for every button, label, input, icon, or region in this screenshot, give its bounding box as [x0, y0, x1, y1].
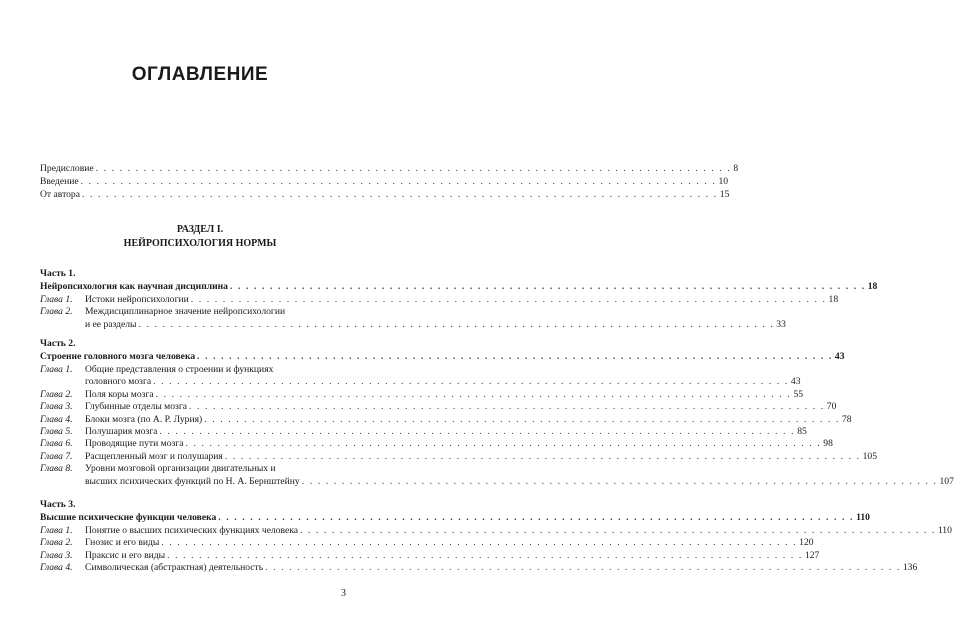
- chapter-entry: [40, 294, 839, 306]
- entry-page: 120: [799, 537, 814, 549]
- entry-title: [40, 525, 299, 537]
- chapter-entry: [40, 401, 837, 413]
- chapter-entry: [40, 562, 918, 574]
- chapter-entry-last-line: [40, 376, 801, 388]
- dot-leader: . . . . . . . . . . . . . . . . . . . . . . . . . . . . . . . . . . . . . . . . . . . . . . . . . . . . . . . . . . . . . . . . . . . . . . . . . . . . . . . .: [300, 525, 936, 536]
- dot-leader: . . . . . . . . . . . . . . . . . . . . . . . . . . . . . . . . . . . . . . . . . . . . . . . . . . . . . . . . . . . . . . . . . . . . . . . . . . . . . . . .: [190, 294, 827, 305]
- front-matter-entry: [40, 189, 730, 201]
- entry-title: [40, 176, 79, 188]
- entry-page: 110: [937, 525, 952, 536]
- part-title-entry: [40, 351, 845, 363]
- entry-page: 110: [856, 512, 870, 523]
- chapter-number: Глава 1.: [40, 525, 73, 536]
- dot-leader: . . . . . . . . . . . . . . . . . . . . . . . . . . . . . . . . . . . . . . . . . . . . . . . . . . . . . . . . . . . . . . . . . . . . . . . . . . . . . . . .: [82, 189, 718, 200]
- chapter-number: Глава 6.: [40, 438, 73, 450]
- entry-page: 10: [718, 176, 729, 187]
- chapter-entry: [40, 413, 852, 426]
- section-title-2: НЕЙРОПСИХОЛОГИЯ НОРМЫ: [123, 238, 277, 249]
- entry-page: 127: [804, 549, 820, 561]
- entry-text: От автора: [40, 189, 80, 200]
- chapter-entry-line: [40, 364, 391, 376]
- section-title-1: РАЗДЕЛ I.: [176, 224, 224, 235]
- dot-leader: . . . . . . . . . . . . . . . . . . . . . . . . . . . . . . . . . . . . . . . . . . . . . . . . . . . . . . . . . . . . . . . . . . . . . . . . . . . . . . . .: [224, 450, 861, 462]
- entry-title: [40, 189, 80, 201]
- entry-page: 105: [862, 450, 877, 462]
- page-number: 3: [341, 588, 346, 599]
- entry-title: [40, 401, 188, 413]
- entry-text: Блоки мозга (по А. Р. Лурия): [85, 413, 203, 425]
- entry-title: [40, 512, 216, 524]
- entry-title: [40, 351, 195, 363]
- entry-text: Расщепленный мозг и полушария: [85, 450, 223, 462]
- part-title-entry: [40, 512, 870, 524]
- entry-text: Общие представления о строении и функциях: [85, 364, 274, 375]
- entry-title: [85, 319, 137, 331]
- chapter-number: Глава 8.: [40, 463, 73, 475]
- entry-title: [40, 537, 160, 549]
- entry-page: 70: [826, 401, 837, 413]
- chapter-entry-line: [40, 463, 391, 475]
- entry-page: 55: [793, 388, 804, 400]
- entry-text: Символическая (абстрактная) деятельность: [85, 562, 264, 574]
- chapter-number: Глава 1.: [40, 364, 73, 375]
- entry-text: Проводящие пути мозга: [85, 438, 184, 450]
- chapter-number: Глава 4.: [40, 413, 73, 425]
- chapter-number: Глава 3.: [40, 549, 73, 561]
- entry-title: [40, 549, 166, 562]
- entry-title: [40, 450, 223, 463]
- chapter-entry: [40, 525, 952, 537]
- entry-page: 15: [719, 189, 730, 200]
- entry-title: [40, 281, 228, 293]
- dot-leader: . . . . . . . . . . . . . . . . . . . . . . . . . . . . . . . . . . . . . . . . . . . . . . . . . . . . . . . . . . . . . . . . . . . . . . . . . . . . . . . .: [95, 163, 732, 174]
- chapter-entry-last-line: [40, 475, 954, 488]
- chapter-entry: [40, 450, 877, 463]
- chapter-entry-last-line: [40, 318, 786, 331]
- entry-title: [40, 388, 154, 401]
- entry-text: Гнозис и его виды: [85, 537, 160, 549]
- chapter-entry: [40, 549, 820, 562]
- entry-page: 107: [939, 475, 954, 487]
- entry-text: Глубинные отделы мозга: [85, 401, 188, 413]
- chapter-entry: [40, 388, 804, 401]
- chapter-number: Глава 4.: [40, 562, 73, 574]
- entry-page: 78: [841, 413, 852, 425]
- dot-leader: . . . . . . . . . . . . . . . . . . . . . . . . . . . . . . . . . . . . . . . . . . . . . . . . . . . . . . . . . . . . . . . . . . . . . . . . . . . . . . . .: [80, 176, 717, 187]
- entry-title: [40, 294, 189, 306]
- entry-text: Уровни мозговой организации двигательных и: [85, 463, 276, 475]
- entry-title: [40, 438, 184, 450]
- dot-leader: . . . . . . . . . . . . . . . . . . . . . . . . . . . . . . . . . . . . . . . . . . . . . . . . . . . . . . . . . . . . . . . . . . . . . . . . . . . . . . . .: [265, 562, 901, 574]
- chapter-entry: [40, 537, 814, 549]
- entry-text: Высшие психические функции человека: [40, 512, 217, 523]
- entry-text: Понятие о высших психических функциях человека: [85, 525, 299, 536]
- entry-page: 85: [797, 426, 807, 437]
- dot-leader: . . . . . . . . . . . . . . . . . . . . . . . . . . . . . . . . . . . . . . . . . . . . . . . . . . . . . . . . . . . . . . . . . . . . . . . . . . . . . . . .: [159, 426, 796, 437]
- entry-page: 18: [828, 294, 839, 305]
- entry-text: Введение: [40, 176, 79, 187]
- dot-leader: . . . . . . . . . . . . . . . . . . . . . . . . . . . . . . . . . . . . . . . . . . . . . . . . . . . . . . . . . . . . . . . . . . . . . . . . . . . . . . . .: [167, 549, 803, 561]
- entry-title: [40, 163, 94, 175]
- entry-text: Праксис и его виды: [85, 549, 166, 561]
- dot-leader: . . . . . . . . . . . . . . . . . . . . . . . . . . . . . . . . . . . . . . . . . . . . . . . . . . . . . . . . . . . . . . . . . . . . . . . . . . . . . . . .: [197, 351, 833, 362]
- entry-text: Строение головного мозга человека: [40, 351, 196, 362]
- entry-page: 98: [823, 438, 833, 450]
- chapter-number: Глава 2.: [40, 306, 73, 318]
- entry-title: [40, 426, 158, 438]
- part-title-entry: [40, 281, 878, 293]
- entry-text: Истоки нейропсихологии: [85, 294, 189, 305]
- entry-page: 18: [867, 281, 878, 292]
- front-matter-entry: [40, 176, 729, 188]
- dot-leader: . . . . . . . . . . . . . . . . . . . . . . . . . . . . . . . . . . . . . . . . . . . . . . . . . . . . . . . . . . . . . . . . . . . . . . . . . . . . . . . .: [138, 318, 775, 330]
- entry-text: Междисциплинарное значение нейропсихологии: [85, 306, 286, 318]
- entry-text: и ее разделы: [85, 318, 137, 330]
- chapter-number: Глава 2.: [40, 537, 73, 549]
- entry-text: Предисловие: [40, 163, 94, 174]
- chapter-number: Глава 2.: [40, 388, 73, 400]
- entry-page: 8: [733, 163, 739, 174]
- part-label: Часть 2.: [40, 338, 76, 349]
- dot-leader: . . . . . . . . . . . . . . . . . . . . . . . . . . . . . . . . . . . . . . . . . . . . . . . . . . . . . . . . . . . . . . . . . . . . . . . . . . . . . . . .: [218, 512, 855, 523]
- chapter-number: Глава 3.: [40, 401, 73, 413]
- front-matter-entry: [40, 163, 739, 175]
- chapter-entry: [40, 438, 833, 450]
- entry-title: [40, 562, 264, 574]
- entry-page: 43: [790, 376, 801, 388]
- dot-leader: . . . . . . . . . . . . . . . . . . . . . . . . . . . . . . . . . . . . . . . . . . . . . . . . . . . . . . . . . . . . . . . . . . . . . . . . . . . . . . . .: [229, 281, 866, 292]
- entry-text: Поля коры мозга: [85, 388, 154, 400]
- chapter-number: Глава 7.: [40, 450, 73, 462]
- chapter-entry: [40, 426, 807, 438]
- entry-text: головного мозга: [85, 376, 152, 388]
- entry-title: [85, 376, 151, 388]
- page-heading: ОГЛАВЛЕНИЕ: [131, 64, 269, 85]
- entry-page: 43: [834, 351, 845, 362]
- chapter-number: Глава 5.: [40, 426, 73, 437]
- chapter-number: Глава 1.: [40, 294, 73, 305]
- chapter-entry-line: [40, 306, 391, 318]
- entry-title: [85, 476, 300, 488]
- dot-leader: . . . . . . . . . . . . . . . . . . . . . . . . . . . . . . . . . . . . . . . . . . . . . . . . . . . . . . . . . . . . . . . . . . . . . . . . . . . . . . . .: [301, 475, 938, 487]
- part-label: Часть 3.: [40, 499, 76, 510]
- entry-page: 33: [776, 318, 786, 330]
- entry-text: Нейропсихология как научная дисциплина: [40, 281, 228, 292]
- entry-text: высших психических функций по Н. А. Бернштейну: [85, 475, 300, 487]
- dot-leader: . . . . . . . . . . . . . . . . . . . . . . . . . . . . . . . . . . . . . . . . . . . . . . . . . . . . . . . . . . . . . . . . . . . . . . . . . . . . . . . .: [155, 388, 792, 400]
- entry-text: Полушария мозга: [85, 426, 158, 437]
- entry-page: 136: [902, 562, 918, 574]
- dot-leader: . . . . . . . . . . . . . . . . . . . . . . . . . . . . . . . . . . . . . . . . . . . . . . . . . . . . . . . . . . . . . . . . . . . . . . . . . . . . . . . .: [189, 401, 825, 413]
- dot-leader: . . . . . . . . . . . . . . . . . . . . . . . . . . . . . . . . . . . . . . . . . . . . . . . . . . . . . . . . . . . . . . . . . . . . . . . . . . . . . . . .: [204, 413, 840, 425]
- entry-title: [40, 413, 203, 426]
- part-label: Часть 1.: [40, 268, 76, 279]
- dot-leader: . . . . . . . . . . . . . . . . . . . . . . . . . . . . . . . . . . . . . . . . . . . . . . . . . . . . . . . . . . . . . . . . . . . . . . . . . . . . . . . .: [161, 537, 798, 549]
- dot-leader: . . . . . . . . . . . . . . . . . . . . . . . . . . . . . . . . . . . . . . . . . . . . . . . . . . . . . . . . . . . . . . . . . . . . . . . . . . . . . . . .: [153, 376, 789, 388]
- dot-leader: . . . . . . . . . . . . . . . . . . . . . . . . . . . . . . . . . . . . . . . . . . . . . . . . . . . . . . . . . . . . . . . . . . . . . . . . . . . . . . . .: [185, 438, 822, 450]
